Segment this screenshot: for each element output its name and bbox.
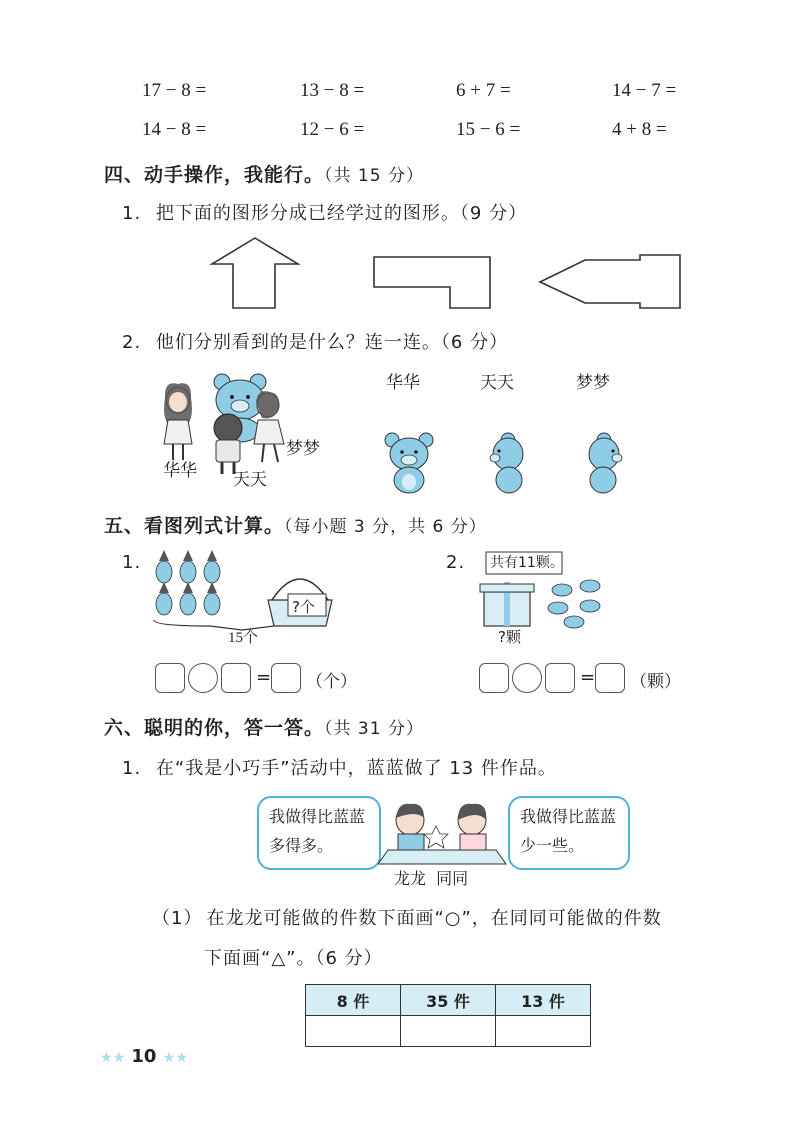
table-header-cell: 13 件: [496, 985, 591, 1016]
question-text: 把下面的图形分成已经学过的图形。（9 分）: [155, 203, 528, 224]
section-points: （共 31 分）: [324, 719, 424, 739]
equation: 14 − 7 =: [612, 80, 677, 101]
bear-front-icon: [380, 430, 440, 496]
arrow-left-shape: [540, 255, 680, 308]
answer-box[interactable]: [155, 663, 185, 693]
answer-box[interactable]: [545, 663, 575, 693]
section-title-text: 四、动手操作，我能行。: [104, 164, 325, 186]
operator-circle[interactable]: [512, 663, 542, 693]
equation: 12 − 6 =: [300, 119, 365, 140]
equals-sign: =: [580, 667, 596, 688]
answer-box[interactable]: [479, 663, 509, 693]
question-number: 1.: [122, 758, 142, 779]
label-huahua: 华华: [163, 461, 197, 481]
viewer-name: 华华: [386, 373, 420, 393]
question-number: 2.: [122, 332, 142, 353]
question-number: 2.: [446, 552, 466, 573]
equation: 13 − 8 =: [300, 80, 365, 101]
answer-box[interactable]: [595, 663, 625, 693]
viewer-name: 天天: [480, 373, 514, 393]
answer-box[interactable]: [221, 663, 251, 693]
kids-names: 龙龙 同同: [394, 869, 469, 888]
page-footer: [100, 1046, 188, 1067]
callout-text: 共有11颗。: [490, 555, 564, 571]
section-title-text: 六、聪明的你，答一答。: [104, 717, 325, 739]
bear-side-icon: [484, 430, 534, 496]
question-number: 1.: [122, 552, 142, 573]
table-row: [306, 1016, 591, 1047]
question-text: 在“我是小巧手”活动中，蓝蓝做了 13 件作品。: [155, 758, 557, 779]
question-text: 他们分别看到的是什么？连一连。（6 分）: [155, 332, 509, 353]
section-title: [104, 160, 424, 187]
unit-label: （个）: [306, 672, 357, 692]
speech-bubble-left: 我做得比蓝蓝多得多。: [257, 796, 381, 870]
sub-question: [152, 904, 662, 930]
equation: 14 − 8 =: [142, 119, 207, 140]
section-points: （每小题 3 分，共 6 分）: [284, 517, 487, 537]
operator-circle[interactable]: [188, 663, 218, 693]
question: [122, 328, 508, 354]
section-points: （共 15 分）: [324, 166, 424, 186]
answer-cell[interactable]: [401, 1016, 496, 1047]
total-label: 15个: [228, 630, 259, 646]
star-icon: ★: [175, 1050, 188, 1066]
question: [122, 754, 557, 780]
answer-cell[interactable]: [306, 1016, 401, 1047]
table-header-cell: 8 件: [306, 985, 401, 1016]
shapes-figure: [200, 230, 700, 320]
equals-sign: =: [256, 667, 272, 688]
page-number: 10: [131, 1046, 157, 1067]
answer-table: [305, 984, 591, 1047]
l-shape: [374, 257, 490, 308]
table-header-cell: 35 件: [401, 985, 496, 1016]
kids-crafting-scene: [378, 798, 508, 868]
sub-question-number: （1）: [152, 908, 203, 929]
label-mengmeng: 梦梦: [286, 439, 320, 459]
sub-question-line: 在龙龙可能做的件数下面画“○”，在同同可能做的件数: [206, 908, 662, 929]
equation: 6 + 7 =: [456, 80, 511, 101]
table-header-row: [306, 985, 591, 1016]
star-icon: ★: [162, 1050, 176, 1066]
section-title: [104, 713, 424, 740]
arrow-up-shape: [212, 238, 298, 308]
unit-label: （颗）: [630, 672, 681, 692]
equation: 4 + 8 =: [612, 119, 667, 140]
speech-bubble-right: 我做得比蓝蓝少一些。: [508, 796, 630, 870]
question-number: 1.: [122, 203, 142, 224]
equation: 17 − 8 =: [142, 80, 207, 101]
section-title: [104, 511, 487, 538]
section-title-text: 五、看图列式计算。: [104, 515, 285, 537]
answer-box[interactable]: [271, 663, 301, 693]
sub-question-line: 下面画“△”。（6 分）: [204, 948, 383, 969]
viewer-name: 梦梦: [576, 373, 610, 393]
basket-label: ?个: [292, 598, 315, 616]
unknown-label: ?颗: [498, 628, 521, 646]
label-tiantian: 天天: [233, 470, 267, 490]
question: [122, 199, 527, 225]
star-icon: ★: [112, 1050, 126, 1066]
equation: 15 − 6 =: [456, 119, 521, 140]
bear-side-icon: [580, 430, 630, 496]
answer-cell[interactable]: [496, 1016, 591, 1047]
star-icon: ★: [100, 1050, 113, 1066]
